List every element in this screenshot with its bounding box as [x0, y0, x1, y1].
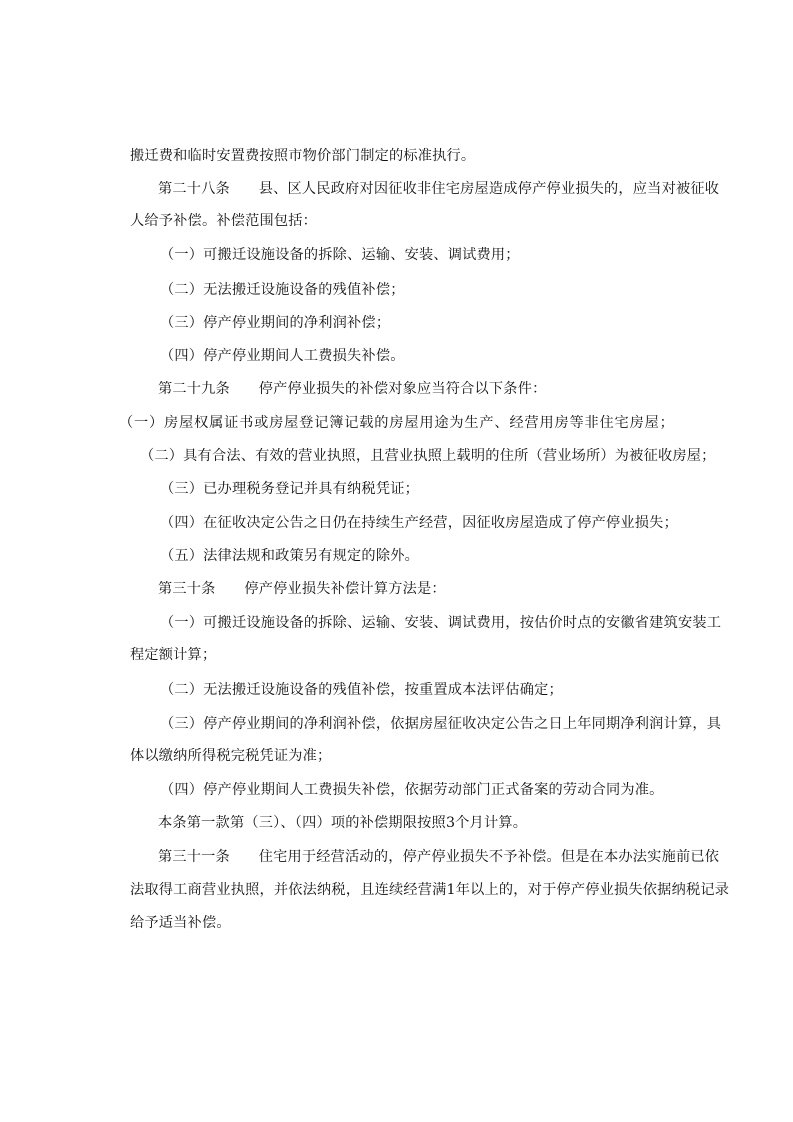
article-30-item-3-line-1: （三）停产停业期间的净利润补偿，依据房屋征收决定公告之日上年同期净利润计算，具: [160, 716, 722, 732]
article-31-line-3: 给予适当补偿。: [130, 915, 231, 931]
article-28-line-1: 第二十八条 县、区人民政府对因征收非住宅房屋造成停产停业损失的，应当对被征收: [158, 181, 720, 197]
article-29-heading: 第二十九条 停产停业损失的补偿对象应当符合以下条件：: [158, 381, 547, 397]
article-29-item-1: （一）房屋权属证书或房屋登记簿记载的房屋用途为生产、经营用房等非住宅房屋；: [119, 415, 674, 431]
article-30-item-2: （二）无法搬迁设施设备的残值补偿，按重置成本法评估确定；: [160, 682, 563, 698]
article-30-heading: 第三十条 停产停业损失补偿计算方法是：: [158, 581, 446, 597]
article-30-item-1-line-2: 程定额计算；: [130, 647, 217, 663]
article-28-line-2: 人给予补偿。补偿范围包括：: [130, 213, 318, 229]
article-28-item-3: （三）停产停业期间的净利润补偿；: [160, 315, 391, 331]
article-29-item-2: （二）具有合法、有效的营业执照，且营业执照上载明的住所（营业场所）为被征收房屋；: [140, 448, 716, 464]
article-30-item-3-line-2: 体以缴纳所得税完税凭证为准；: [130, 748, 332, 764]
article-29-item-4: （四）在征收决定公告之日仍在持续生产经营，因征收房屋造成了停产停业损失；: [160, 515, 678, 531]
article-30-item-4: （四）停产停业期间人工费损失补偿，依据劳动部门正式备案的劳动合同为准。: [160, 782, 664, 798]
article-31-line-2: 法取得工商营业执照，并依法纳税，且连续经营满1年以上的，对于停产停业损失依据纳税记录: [130, 882, 730, 898]
article-28-item-1: （一）可搬迁设施设备的拆除、运输、安装、调试费用；: [160, 247, 520, 263]
text-line-1: 搬迁费和临时安置费按照市物价部门制定的标准执行。: [130, 148, 476, 164]
article-28-item-2: （二）无法搬迁设施设备的残值补偿；: [160, 282, 405, 298]
article-31-line-1: 第三十一条 住宅用于经营活动的，停产停业损失不予补偿。但是在本办法实施前已依: [158, 849, 720, 865]
article-29-item-5: （五）法律法规和政策另有规定的除外。: [160, 548, 419, 564]
article-29-item-3: （三）已办理税务登记并具有纳税凭证；: [160, 481, 419, 497]
article-28-item-4: （四）停产停业期间人工费损失补偿。: [160, 348, 405, 364]
article-30-note: 本条第一款第（三）、（四）项的补偿期限按照3个月计算。: [158, 815, 528, 831]
article-30-item-1-line-1: （一）可搬迁设施设备的拆除、运输、安装、调试费用，按估价时点的安徽省建筑安装工: [160, 615, 722, 631]
